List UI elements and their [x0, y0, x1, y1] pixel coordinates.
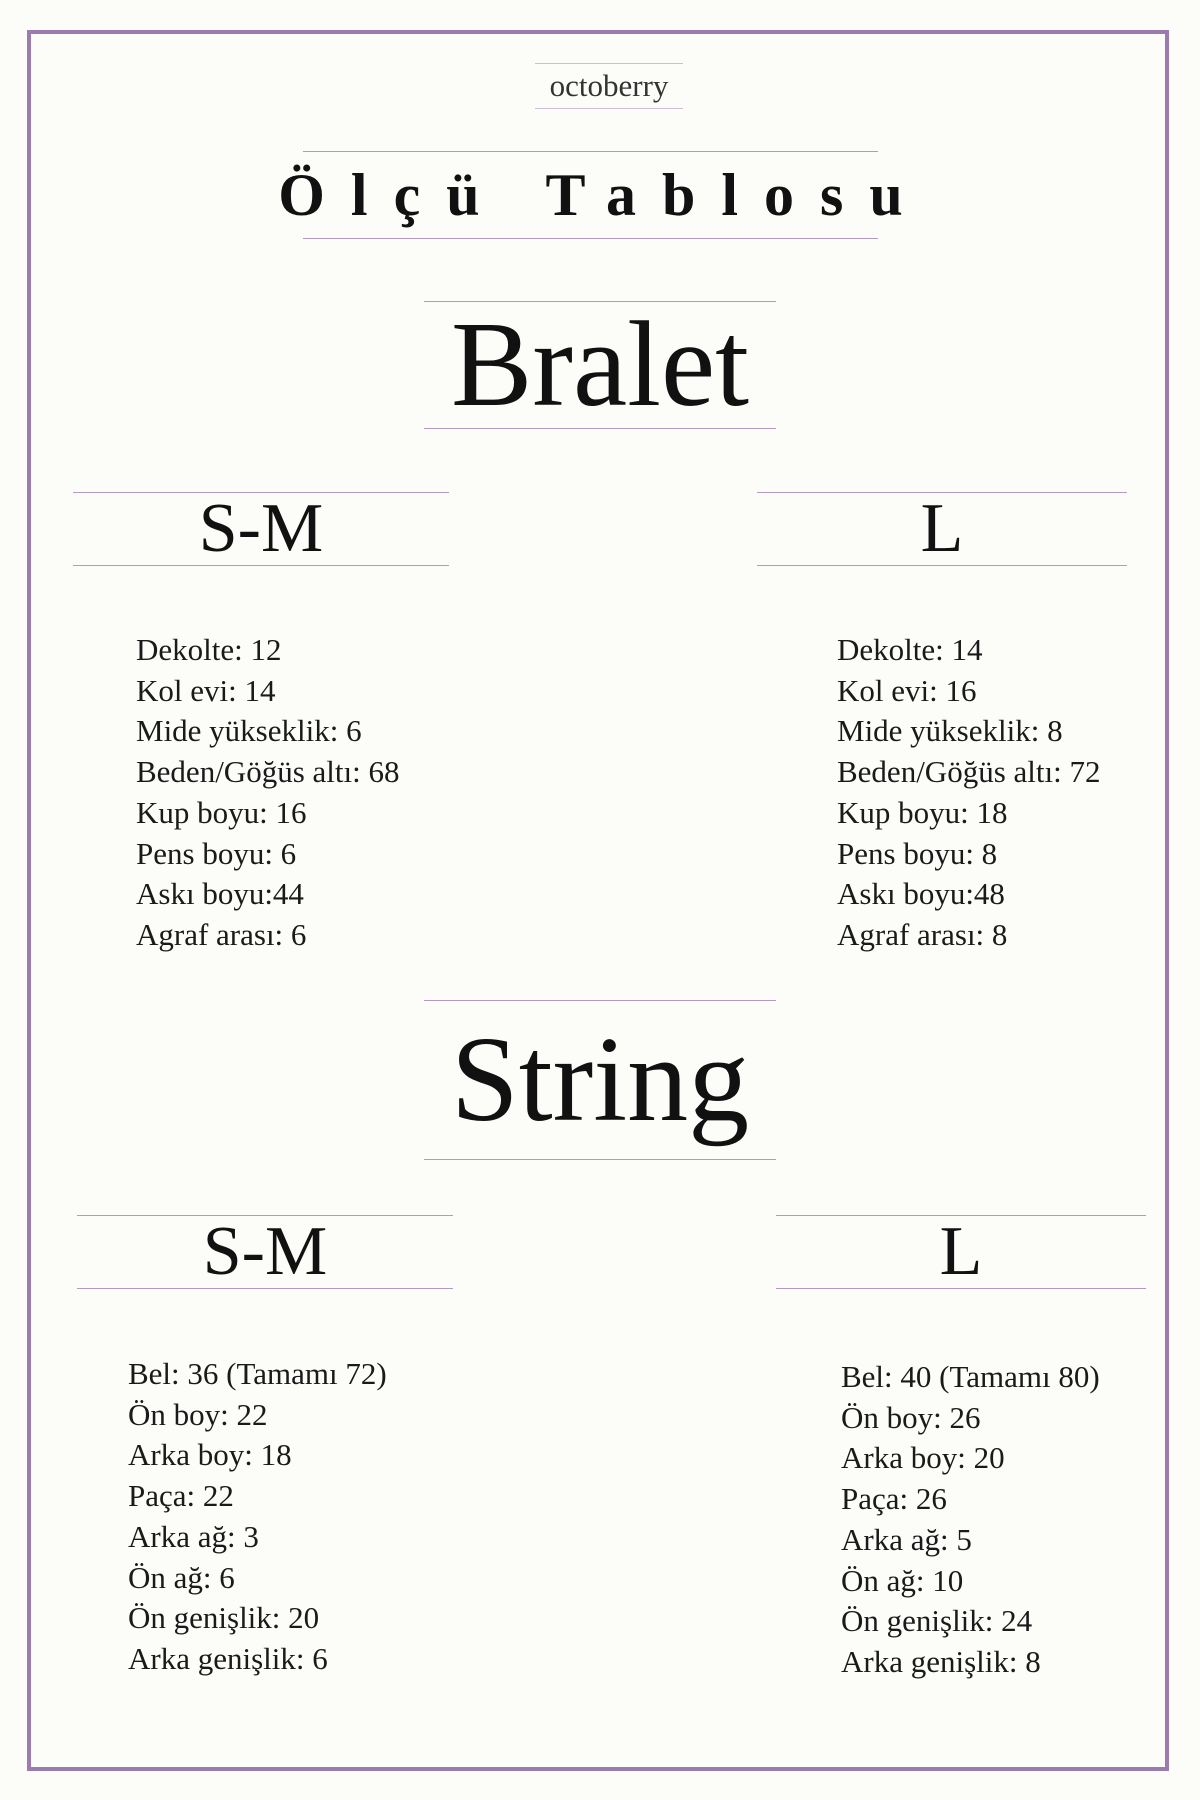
measurement-item: Agraf arası: 6: [136, 916, 307, 952]
bralet-sm-measurements: [136, 630, 399, 956]
measurement-item: Ön ağ: 10: [841, 1562, 964, 1598]
string-sm-measurements: [128, 1354, 387, 1680]
measurement-item: Kup boyu: 18: [837, 794, 1008, 830]
measurement-item: Mide yükseklik: 6: [136, 713, 362, 749]
measurement-item: Ön ağ: 6: [128, 1559, 235, 1595]
measurement-item: Ön boy: 22: [128, 1396, 268, 1432]
measurement-item: Bel: 36 (Tamamı 72): [128, 1356, 387, 1391]
measurement-item: Pens boyu: 8: [837, 835, 998, 871]
page-title: Ölçü Tablosu: [303, 151, 878, 239]
measurement-item: Arka boy: 20: [841, 1440, 1005, 1476]
section-title-bralet: Bralet: [424, 301, 776, 429]
measurement-item: Arka ağ: 3: [128, 1518, 259, 1554]
measurement-item: Bel: 40 (Tamamı 80): [841, 1359, 1100, 1394]
measurement-item: Kol evi: 14: [136, 672, 276, 708]
measurement-item: Paça: 22: [128, 1478, 234, 1514]
measurement-item: Ön genişlik: 24: [841, 1603, 1033, 1639]
measurement-item: Agraf arası: 8: [837, 916, 1008, 952]
measurement-item: Dekolte: 14: [837, 632, 983, 667]
section-title-string: String: [424, 1000, 776, 1160]
brand-name: octoberry: [535, 63, 683, 109]
measurement-item: Kol evi: 16: [837, 672, 977, 708]
measurement-item: Arka boy: 18: [128, 1437, 292, 1473]
measurement-item: Arka genişlik: 8: [841, 1643, 1041, 1679]
measurement-item: Mide yükseklik: 8: [837, 713, 1063, 749]
measurement-item: Ön boy: 26: [841, 1399, 981, 1435]
measurement-item: Askı boyu:48: [837, 876, 1005, 912]
measurement-item: Askı boyu:44: [136, 876, 304, 912]
measurement-item: Paça: 26: [841, 1481, 947, 1517]
measurement-item: Pens boyu: 6: [136, 835, 297, 871]
measurement-item: Beden/Göğüs altı: 68: [136, 754, 400, 790]
bralet-l-measurements: [837, 630, 1100, 956]
bralet-size-sm-heading: S-M: [73, 492, 449, 566]
string-size-sm-heading: S-M: [77, 1215, 453, 1289]
measurement-item: Beden/Göğüs altı: 72: [837, 754, 1101, 790]
string-l-measurements: [841, 1357, 1100, 1683]
measurement-item: Kup boyu: 16: [136, 794, 307, 830]
bralet-size-l-heading: L: [757, 492, 1127, 566]
measurement-item: Ön genişlik: 20: [128, 1600, 320, 1636]
measurement-item: Arka genişlik: 6: [128, 1640, 328, 1676]
measurement-item: Dekolte: 12: [136, 632, 282, 667]
measurement-item: Arka ağ: 5: [841, 1521, 972, 1557]
string-size-l-heading: L: [776, 1215, 1146, 1289]
